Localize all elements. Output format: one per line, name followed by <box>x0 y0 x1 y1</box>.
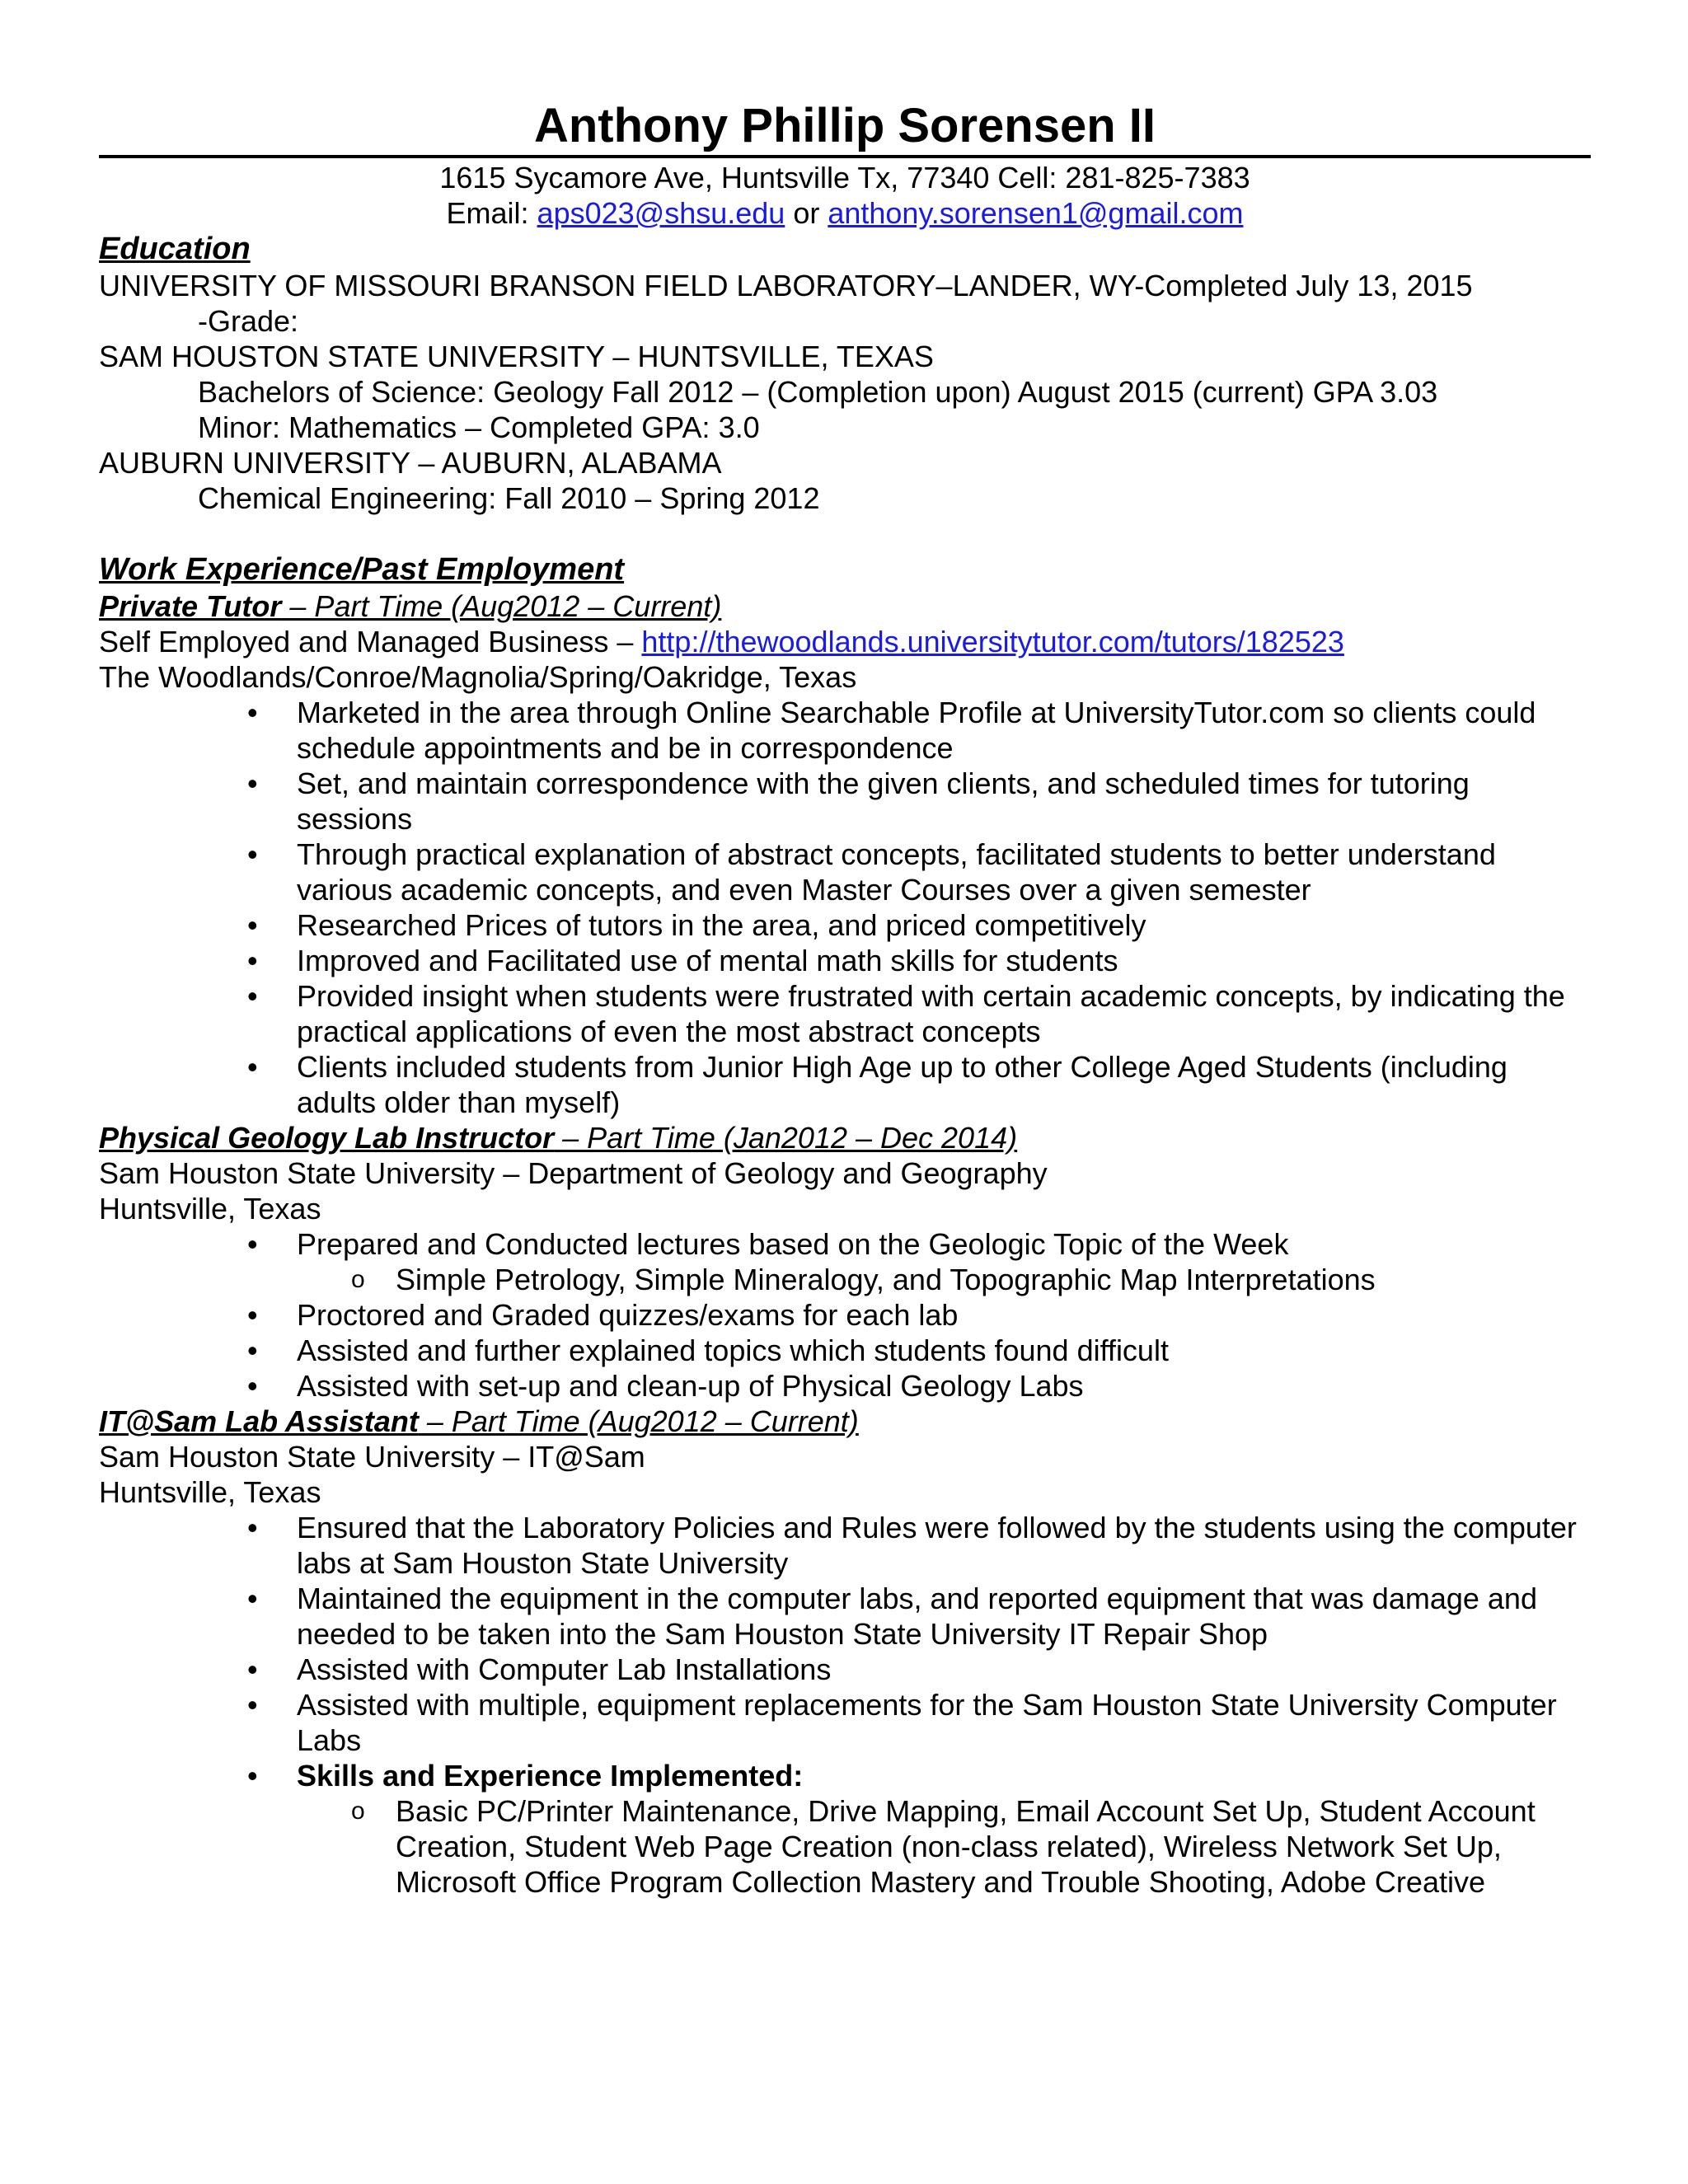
job-location: Huntsville, Texas <box>99 1475 321 1509</box>
job-bullet-list <box>99 1510 1591 1900</box>
email-link-secondary[interactable]: anthony.sorensen1@gmail.com <box>828 196 1244 230</box>
job-title-private-tutor <box>99 588 1591 624</box>
education-line: Minor: Mathematics – Completed GPA: 3.0 <box>198 410 760 444</box>
tutor-profile-link[interactable]: http://thewoodlands.universitytutor.com/tutors/182523 <box>641 625 1344 658</box>
bullet-item <box>99 1758 1591 1900</box>
job-bullet-list <box>99 1226 1591 1404</box>
section-spacer <box>99 516 1591 551</box>
bullet-item: • Researched Prices of tutors in the area, and priced competitively <box>99 907 1591 943</box>
job-location: Huntsville, Texas <box>99 1192 321 1226</box>
bullet-item: • Clients included students from Junior High Age up to other College Aged Students (including adults older than myself) <box>99 1049 1591 1120</box>
job-location: The Woodlands/Conroe/Magnolia/Spring/Oakridge, Texas <box>99 660 857 694</box>
job-employer: Sam Houston State University – Department of Geology and Geography <box>99 1156 1048 1190</box>
candidate-name: Anthony Phillip Sorensen II <box>533 99 1156 152</box>
bullet-item: • Proctored and Graded quizzes/exams for each lab <box>99 1297 1591 1333</box>
bullet-item: • Assisted with multiple, equipment replacements for the Sam Houston State University Computer Labs <box>99 1687 1591 1758</box>
email-link-primary[interactable]: aps023@shsu.edu <box>537 196 785 230</box>
job-name: Private Tutor <box>99 589 282 623</box>
education-line: -Grade: <box>198 304 299 338</box>
bullet-item: • Provided insight when students were frustrated with certain academic concepts, by indicating the practical applications of even the most abstract concepts <box>99 978 1591 1049</box>
job-bullet-list <box>99 695 1591 1120</box>
bullet-item: • Assisted and further explained topics which students found difficult <box>99 1333 1591 1368</box>
bullet-item: • Ensured that the Laboratory Policies and Rules were followed by the students using the computer labs at Sam Houston State University <box>99 1510 1591 1581</box>
sub-bullet-item: o Simple Petrology, Simple Mineralogy, and Topographic Map Interpretations <box>297 1262 1591 1297</box>
bullet-item: • Assisted with Computer Lab Installations <box>99 1652 1591 1687</box>
job-detail: – Part Time (Aug2012 – Current) <box>281 589 722 623</box>
job-detail: – Part Time (Aug2012 – Current) <box>418 1404 859 1438</box>
bullet-item: • Maintained the equipment in the computer labs, and reported equipment that was damage and needed to be taken into the Sam Houston State University IT Repair Shop <box>99 1581 1591 1652</box>
sub-bullet-item: o Basic PC/Printer Maintenance, Drive Mapping, Email Account Set Up, Student Account Creation, Student Web Page Creation (non-class related), Wireless Network Set Up, Microsoft Office Program Collection Mastery and Trouble Shooting, Adobe Creative <box>297 1793 1591 1900</box>
job-employer <box>99 624 1591 659</box>
job-employer: Sam Houston State University – IT@Sam <box>99 1440 645 1474</box>
education-line: Bachelors of Science: Geology Fall 2012 – (Completion upon) August 2015 (current) GPA 3.03 <box>198 375 1438 409</box>
bullet-text: Prepared and Conducted lectures based on the Geologic Topic of the Week <box>297 1227 1289 1261</box>
bullet-item <box>99 1226 1591 1297</box>
bullet-item: • Improved and Facilitated use of mental math skills for students <box>99 943 1591 978</box>
education-line: AUBURN UNIVERSITY – AUBURN, ALABAMA <box>99 446 722 480</box>
header-divider <box>99 155 1591 158</box>
education-line: Chemical Engineering: Fall 2010 – Spring 2012 <box>198 481 820 515</box>
bullet-item: • Marketed in the area through Online Searchable Profile at UniversityTutor.com so clients could schedule appointments and be in correspondence <box>99 695 1591 766</box>
bullet-item: • Set, and maintain correspondence with the given clients, and scheduled times for tutoring sessions <box>99 766 1591 837</box>
job-title-it-lab-assistant <box>99 1404 1591 1439</box>
job-title-geology-lab-instructor <box>99 1120 1591 1155</box>
work-heading: Work Experience/Past Employment <box>99 552 625 587</box>
education-line: UNIVERSITY OF MISSOURI BRANSON FIELD LABORATORY–LANDER, WY-Completed July 13, 2015 <box>99 269 1473 302</box>
resume-content <box>99 99 1591 1900</box>
email-separator: or <box>785 196 828 230</box>
bullet-text: Skills and Experience Implemented: <box>297 1759 804 1793</box>
email-line <box>99 195 1591 231</box>
job-detail: – Part Time (Jan2012 – Dec 2014) <box>554 1121 1018 1155</box>
sub-bullet-list <box>297 1262 1591 1297</box>
sub-bullet-list <box>297 1793 1591 1900</box>
job-name: Physical Geology Lab Instructor <box>99 1121 555 1155</box>
education-line: SAM HOUSTON STATE UNIVERSITY – HUNTSVILLE, TEXAS <box>99 340 934 373</box>
education-heading: Education <box>99 232 251 266</box>
bullet-item: • Assisted with set-up and clean-up of Physical Geology Labs <box>99 1368 1591 1404</box>
job-name: IT@Sam Lab Assistant <box>99 1404 419 1438</box>
address-line: 1615 Sycamore Ave, Huntsville Tx, 77340 Cell: 281-825-7383 <box>439 161 1250 194</box>
job-employer-text: Self Employed and Managed Business – <box>99 625 642 658</box>
bullet-item: • Through practical explanation of abstract concepts, facilitated students to better understand various academic concepts, and even Master Courses over a given semester <box>99 837 1591 907</box>
email-label: Email: <box>446 196 537 230</box>
